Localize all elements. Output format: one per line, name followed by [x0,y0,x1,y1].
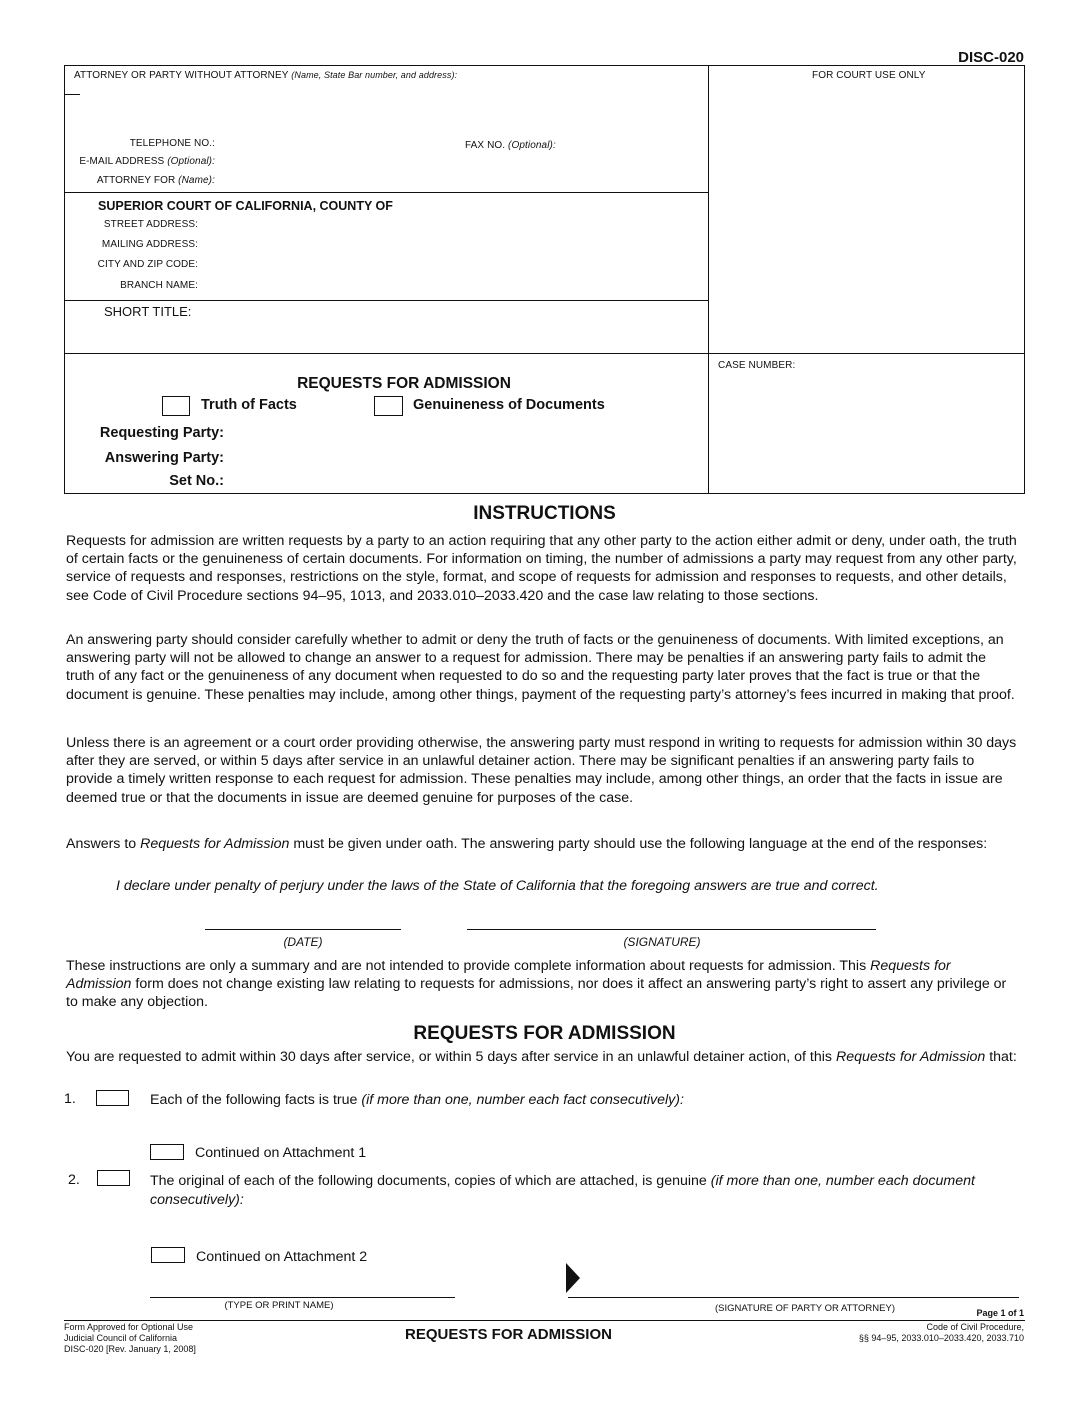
doc-title: REQUESTS FOR ADMISSION [297,375,511,392]
genuineness-label: Genuineness of Documents [413,397,605,413]
signature-party-label: (SIGNATURE OF PARTY OR ATTORNEY) [715,1303,895,1314]
attachment-1-label: Continued on Attachment 1 [195,1145,367,1161]
instructions-paragraph-4: Answers to Requests for Admission must be given under oath. The answering party should use the following language at the end of the responses: [66,836,988,852]
signature-arrow-icon [565,1262,581,1294]
declaration-text: I declare under penalty of perjury under the laws of the State of California that the foregoing answers are true and correct. [116,878,879,894]
signature-label: (SIGNATURE) [623,935,701,949]
short-title-label: SHORT TITLE: [104,304,192,319]
instructions-paragraph-1: Requests for admission are written requests by a party to an action requiring that any other party to the action either admit or deny, under oath, the truth of certain facts or the genuineness of certain documents. For information on timing, the number of admissions a party may request from any other party, service of requests and responses, restrictions on the style, format, and scope of requests for admission and responses to requests, and other details, see Code of Civil Procedure sections 94–95, 1013, and 2033.010–2033.420 and the case law relating to those sections. [66,533,1017,604]
item-1-text: Each of the following facts is true (if more than one, number each fact consecutively): [150,1092,684,1108]
truth-of-facts-checkbox[interactable] [162,396,190,416]
form-approval: Form Approved for Optional Use Judicial Council of California DISC-020 [Rev. January 1, 2008] [64,1322,196,1354]
attorney-for-label: ATTORNEY FOR (Name): [96,175,215,186]
code-citation: Code of Civil Procedure, §§ 94–95, 2033.010–2033.420, 2033.710 [858,1322,1024,1343]
email-label: E-MAIL ADDRESS (Optional): [79,156,215,167]
instructions-paragraph-2: An answering party should consider carefully whether to admit or deny the truth of facts or the genuineness of documents. With limited exceptions, an answering party will not be allowed to change an answer to a request for admission. There may be penalties if an answering party fails to admit the truth of any fact or the genuineness of any document when requested to do so and the requesting party later proves that the fact is true or that the document is genuine. These penalties may include, among other things, payment of the requesting party’s attorney’s fees incurred in making that proof. [66,632,1015,703]
court-use-label: FOR COURT USE ONLY [812,70,926,81]
branch-label: BRANCH NAME: [120,280,198,291]
item-2-checkbox[interactable] [97,1170,130,1186]
type-name-label: (TYPE OR PRINT NAME) [224,1300,334,1311]
case-number-label: CASE NUMBER: [718,360,796,371]
mailing-label: MAILING ADDRESS: [101,239,198,250]
instructions-paragraph-5: These instructions are only a summary and are not intended to provide complete information about requests for admission. This Requests for Admission form does not change existing law relating to requests for admissions, nor does it affect an answering party’s right to assert any privilege or to make any objection. [66,958,1007,1011]
fax-label: FAX NO. (Optional): [465,140,556,151]
item-2-number: 2. [68,1172,80,1188]
genuineness-checkbox[interactable] [374,396,403,416]
attorney-label: ATTORNEY OR PARTY WITHOUT ATTORNEY (Name, State Bar number, and address): [74,70,458,81]
instructions-paragraph-3: Unless there is an agreement or a court order providing otherwise, the answering party must respond in writing to requests for admission within 30 days after they are served, or within 5 days after service in an unlawful detainer action. There may be significant penalties if an answering party fails to provide a timely written response to each request for admission. These penalties may include, among other things, an order that the facts in issue are deemed true or that the documents in issue are deemed genuine for purposes of the case. [66,735,1017,806]
set-no-label: Set No.: [169,473,224,489]
city-label: CITY AND ZIP CODE: [97,259,198,270]
attachment-2-checkbox[interactable] [151,1247,185,1263]
item-2-text: The original of each of the following documents, copies of which are attached, is genuine (if more than one, number each document consecutively): [150,1173,975,1208]
attachment-2-label: Continued on Attachment 2 [196,1249,368,1265]
item-1-checkbox[interactable] [96,1090,129,1106]
form-id: DISC-020 [958,49,1024,66]
footer-title: REQUESTS FOR ADMISSION [405,1326,612,1343]
page-number: Page 1 of 1 [976,1308,1024,1318]
attachment-1-checkbox[interactable] [150,1144,184,1160]
requests-heading: REQUESTS FOR ADMISSION [413,1023,676,1044]
requesting-party-label: Requesting Party: [99,425,224,441]
answering-party-label: Answering Party: [104,450,224,466]
truth-of-facts-label: Truth of Facts [201,397,297,413]
telephone-label: TELEPHONE NO.: [129,138,215,149]
street-label: STREET ADDRESS: [103,219,198,230]
requests-intro: You are requested to admit within 30 days after service, or within 5 days after service in an unlawful detainer action, of this Requests for Admission that: [66,1049,1017,1065]
item-1-number: 1. [64,1091,76,1107]
instructions-heading: INSTRUCTIONS [473,503,616,524]
date-label: (DATE) [283,935,323,949]
court-title: SUPERIOR COURT OF CALIFORNIA, COUNTY OF [98,199,393,213]
